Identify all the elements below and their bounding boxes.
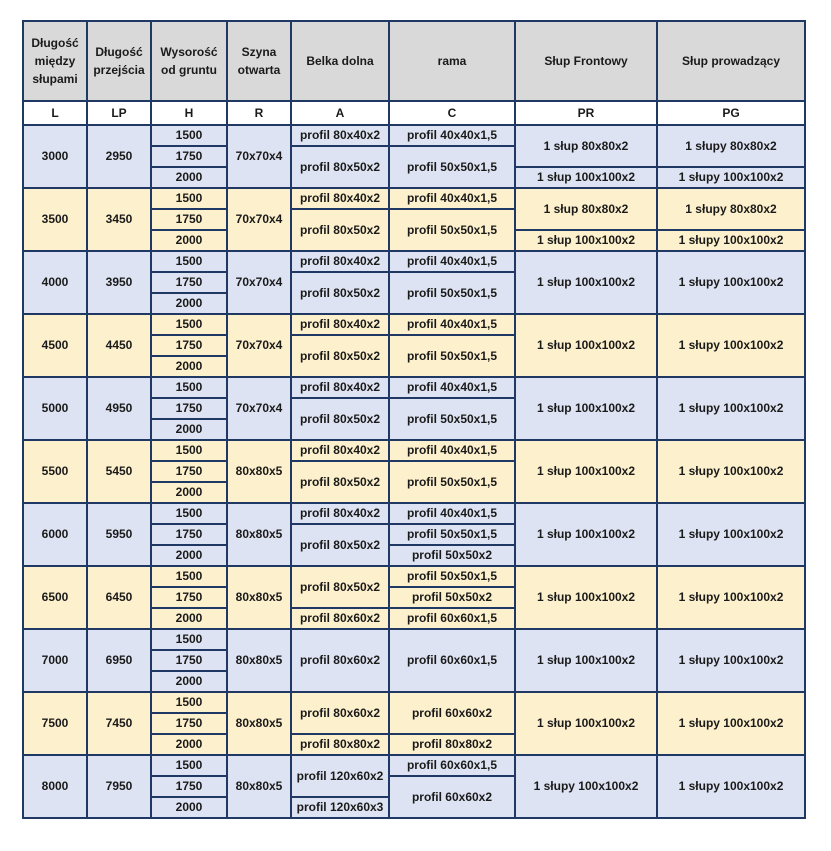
cell-a: profil 80x40x2 bbox=[291, 503, 389, 524]
cell-a: profil 80x60x2 bbox=[291, 629, 389, 692]
cell-lp: 5450 bbox=[87, 440, 151, 503]
cell-a: profil 80x60x2 bbox=[291, 608, 389, 629]
cell-c: profil 80x80x2 bbox=[389, 734, 515, 755]
cell-h: 2000 bbox=[151, 797, 227, 818]
cell-pr: 1 słup 100x100x2 bbox=[515, 314, 657, 377]
cell-a: profil 80x50x2 bbox=[291, 146, 389, 188]
cell-h: 2000 bbox=[151, 419, 227, 440]
cell-h: 2000 bbox=[151, 356, 227, 377]
cell-pg: 1 słupy 100x100x2 bbox=[657, 440, 805, 503]
cell-lp: 3950 bbox=[87, 251, 151, 314]
row-group bbox=[23, 503, 805, 566]
code-l: L bbox=[23, 101, 87, 125]
cell-lp: 6950 bbox=[87, 629, 151, 692]
cell-h: 1500 bbox=[151, 692, 227, 713]
cell-c: profil 50x50x1,5 bbox=[389, 272, 515, 314]
table-row bbox=[23, 377, 805, 398]
cell-c: profil 50x50x1,5 bbox=[389, 209, 515, 251]
cell-a: profil 80x40x2 bbox=[291, 188, 389, 209]
code-lp: LP bbox=[87, 101, 151, 125]
table-row bbox=[23, 314, 805, 335]
cell-pr: 1 słup 100x100x2 bbox=[515, 566, 657, 629]
cell-c: profil 60x60x1,5 bbox=[389, 608, 515, 629]
cell-a: profil 80x50x2 bbox=[291, 566, 389, 608]
cell-pr: 1 słup 80x80x2 bbox=[515, 125, 657, 167]
cell-h: 2000 bbox=[151, 167, 227, 188]
cell-r: 80x80x5 bbox=[227, 440, 291, 503]
header-h: Wysorość od gruntu bbox=[151, 21, 227, 101]
cell-h: 1500 bbox=[151, 125, 227, 146]
cell-a: profil 80x50x2 bbox=[291, 461, 389, 503]
cell-h: 2000 bbox=[151, 482, 227, 503]
code-r: R bbox=[227, 101, 291, 125]
cell-h: 2000 bbox=[151, 671, 227, 692]
cell-pr: 1 słup 100x100x2 bbox=[515, 440, 657, 503]
row-group bbox=[23, 314, 805, 377]
cell-h: 1500 bbox=[151, 188, 227, 209]
cell-h: 1750 bbox=[151, 587, 227, 608]
cell-c: profil 50x50x1,5 bbox=[389, 398, 515, 440]
header-c: rama bbox=[389, 21, 515, 101]
header-pg: Słup prowadzący bbox=[657, 21, 805, 101]
cell-pg: 1 słupy 100x100x2 bbox=[657, 566, 805, 629]
cell-a: profil 120x60x2 bbox=[291, 755, 389, 797]
cell-c: profil 50x50x1,5 bbox=[389, 524, 515, 545]
cell-h: 1500 bbox=[151, 629, 227, 650]
cell-a: profil 80x50x2 bbox=[291, 272, 389, 314]
cell-h: 1750 bbox=[151, 335, 227, 356]
cell-pg: 1 słupy 100x100x2 bbox=[657, 377, 805, 440]
cell-h: 2000 bbox=[151, 734, 227, 755]
cell-l: 6500 bbox=[23, 566, 87, 629]
cell-c: profil 50x50x1,5 bbox=[389, 146, 515, 188]
cell-l: 3000 bbox=[23, 125, 87, 188]
table-row bbox=[23, 440, 805, 461]
cell-c: profil 40x40x1,5 bbox=[389, 440, 515, 461]
cell-a: profil 80x50x2 bbox=[291, 524, 389, 566]
table-row bbox=[23, 692, 805, 713]
cell-c: profil 60x60x2 bbox=[389, 692, 515, 734]
cell-r: 80x80x5 bbox=[227, 503, 291, 566]
code-c: C bbox=[389, 101, 515, 125]
cell-lp: 3450 bbox=[87, 188, 151, 251]
header-pr: Słup Frontowy bbox=[515, 21, 657, 101]
cell-a: profil 80x50x2 bbox=[291, 209, 389, 251]
cell-a: profil 80x40x2 bbox=[291, 377, 389, 398]
cell-c: profil 50x50x2 bbox=[389, 587, 515, 608]
cell-pr: 1 słup 100x100x2 bbox=[515, 629, 657, 692]
cell-r: 70x70x4 bbox=[227, 188, 291, 251]
cell-h: 2000 bbox=[151, 545, 227, 566]
row-group bbox=[23, 251, 805, 314]
code-pg: PG bbox=[657, 101, 805, 125]
cell-h: 1500 bbox=[151, 377, 227, 398]
table-row bbox=[23, 629, 805, 650]
cell-h: 1500 bbox=[151, 314, 227, 335]
cell-pr: 1 słupy 100x100x2 bbox=[515, 755, 657, 818]
cell-h: 1750 bbox=[151, 461, 227, 482]
cell-h: 1500 bbox=[151, 503, 227, 524]
cell-pg: 1 słupy 80x80x2 bbox=[657, 188, 805, 230]
cell-pr: 1 słup 100x100x2 bbox=[515, 377, 657, 440]
cell-h: 2000 bbox=[151, 230, 227, 251]
cell-a: profil 80x60x2 bbox=[291, 692, 389, 734]
cell-pr: 1 słup 100x100x2 bbox=[515, 167, 657, 188]
cell-a: profil 80x50x2 bbox=[291, 335, 389, 377]
cell-l: 4500 bbox=[23, 314, 87, 377]
cell-r: 70x70x4 bbox=[227, 314, 291, 377]
row-group bbox=[23, 755, 805, 818]
cell-h: 1750 bbox=[151, 713, 227, 734]
cell-r: 70x70x4 bbox=[227, 377, 291, 440]
cell-c: profil 40x40x1,5 bbox=[389, 125, 515, 146]
cell-lp: 7950 bbox=[87, 755, 151, 818]
row-group bbox=[23, 566, 805, 629]
code-pr: PR bbox=[515, 101, 657, 125]
cell-pg: 1 słupy 100x100x2 bbox=[657, 230, 805, 251]
cell-h: 1750 bbox=[151, 272, 227, 293]
cell-c: profil 40x40x1,5 bbox=[389, 251, 515, 272]
cell-pg: 1 słupy 100x100x2 bbox=[657, 629, 805, 692]
cell-l: 5500 bbox=[23, 440, 87, 503]
header-lp: Długość przejścia bbox=[87, 21, 151, 101]
cell-c: profil 60x60x1,5 bbox=[389, 755, 515, 776]
cell-r: 70x70x4 bbox=[227, 251, 291, 314]
cell-lp: 2950 bbox=[87, 125, 151, 188]
row-group bbox=[23, 692, 805, 755]
row-group bbox=[23, 377, 805, 440]
cell-h: 1750 bbox=[151, 650, 227, 671]
cell-a: profil 80x40x2 bbox=[291, 314, 389, 335]
cell-l: 7500 bbox=[23, 692, 87, 755]
header-l: Długość między słupami bbox=[23, 21, 87, 101]
cell-pr: 1 słup 100x100x2 bbox=[515, 230, 657, 251]
cell-h: 1750 bbox=[151, 146, 227, 167]
cell-c: profil 40x40x1,5 bbox=[389, 314, 515, 335]
header-r: Szyna otwarta bbox=[227, 21, 291, 101]
cell-h: 1500 bbox=[151, 440, 227, 461]
cell-pg: 1 słupy 100x100x2 bbox=[657, 167, 805, 188]
table-row bbox=[23, 503, 805, 524]
header-a: Belka dolna bbox=[291, 21, 389, 101]
cell-r: 80x80x5 bbox=[227, 692, 291, 755]
table-row bbox=[23, 188, 805, 209]
row-group bbox=[23, 629, 805, 692]
header-row bbox=[23, 21, 805, 101]
cell-pg: 1 słupy 100x100x2 bbox=[657, 314, 805, 377]
cell-l: 4000 bbox=[23, 251, 87, 314]
cell-l: 8000 bbox=[23, 755, 87, 818]
cell-l: 7000 bbox=[23, 629, 87, 692]
cell-pr: 1 słup 100x100x2 bbox=[515, 251, 657, 314]
code-h: H bbox=[151, 101, 227, 125]
cell-pr: 1 słup 100x100x2 bbox=[515, 692, 657, 755]
row-group bbox=[23, 188, 805, 251]
table-row bbox=[23, 566, 805, 587]
cell-pg: 1 słupy 100x100x2 bbox=[657, 692, 805, 755]
table-row bbox=[23, 125, 805, 146]
cell-a: profil 80x40x2 bbox=[291, 125, 389, 146]
cell-lp: 6450 bbox=[87, 566, 151, 629]
cell-r: 80x80x5 bbox=[227, 755, 291, 818]
cell-pg: 1 słupy 80x80x2 bbox=[657, 125, 805, 167]
cell-c: profil 60x60x1,5 bbox=[389, 629, 515, 692]
code-a: A bbox=[291, 101, 389, 125]
cell-pr: 1 słup 100x100x2 bbox=[515, 503, 657, 566]
cell-h: 1500 bbox=[151, 755, 227, 776]
cell-c: profil 40x40x1,5 bbox=[389, 503, 515, 524]
cell-a: profil 120x60x3 bbox=[291, 797, 389, 818]
cell-a: profil 80x40x2 bbox=[291, 440, 389, 461]
cell-l: 6000 bbox=[23, 503, 87, 566]
cell-c: profil 40x40x1,5 bbox=[389, 377, 515, 398]
row-group bbox=[23, 125, 805, 188]
cell-c: profil 60x60x2 bbox=[389, 776, 515, 818]
cell-pg: 1 słupy 100x100x2 bbox=[657, 251, 805, 314]
cell-h: 2000 bbox=[151, 293, 227, 314]
table-row bbox=[23, 755, 805, 776]
cell-lp: 7450 bbox=[87, 692, 151, 755]
cell-h: 1750 bbox=[151, 776, 227, 797]
cell-pg: 1 słupy 100x100x2 bbox=[657, 503, 805, 566]
cell-lp: 4950 bbox=[87, 377, 151, 440]
cell-l: 3500 bbox=[23, 188, 87, 251]
cell-c: profil 40x40x1,5 bbox=[389, 188, 515, 209]
cell-h: 1500 bbox=[151, 251, 227, 272]
cell-h: 1750 bbox=[151, 398, 227, 419]
code-row bbox=[23, 101, 805, 125]
cell-c: profil 50x50x2 bbox=[389, 545, 515, 566]
cell-l: 5000 bbox=[23, 377, 87, 440]
cell-c: profil 50x50x1,5 bbox=[389, 566, 515, 587]
cell-lp: 5950 bbox=[87, 503, 151, 566]
cell-lp: 4450 bbox=[87, 314, 151, 377]
cell-h: 2000 bbox=[151, 608, 227, 629]
cell-r: 80x80x5 bbox=[227, 629, 291, 692]
cell-c: profil 50x50x1,5 bbox=[389, 335, 515, 377]
cell-r: 70x70x4 bbox=[227, 125, 291, 188]
table-header bbox=[23, 21, 805, 125]
cell-pg: 1 słupy 100x100x2 bbox=[657, 755, 805, 818]
cell-a: profil 80x50x2 bbox=[291, 398, 389, 440]
spec-table bbox=[22, 20, 806, 819]
cell-r: 80x80x5 bbox=[227, 566, 291, 629]
cell-pr: 1 słup 80x80x2 bbox=[515, 188, 657, 230]
table-row bbox=[23, 251, 805, 272]
cell-h: 1500 bbox=[151, 566, 227, 587]
row-group bbox=[23, 440, 805, 503]
cell-a: profil 80x80x2 bbox=[291, 734, 389, 755]
cell-a: profil 80x40x2 bbox=[291, 251, 389, 272]
cell-h: 1750 bbox=[151, 524, 227, 545]
cell-c: profil 50x50x1,5 bbox=[389, 461, 515, 503]
cell-h: 1750 bbox=[151, 209, 227, 230]
